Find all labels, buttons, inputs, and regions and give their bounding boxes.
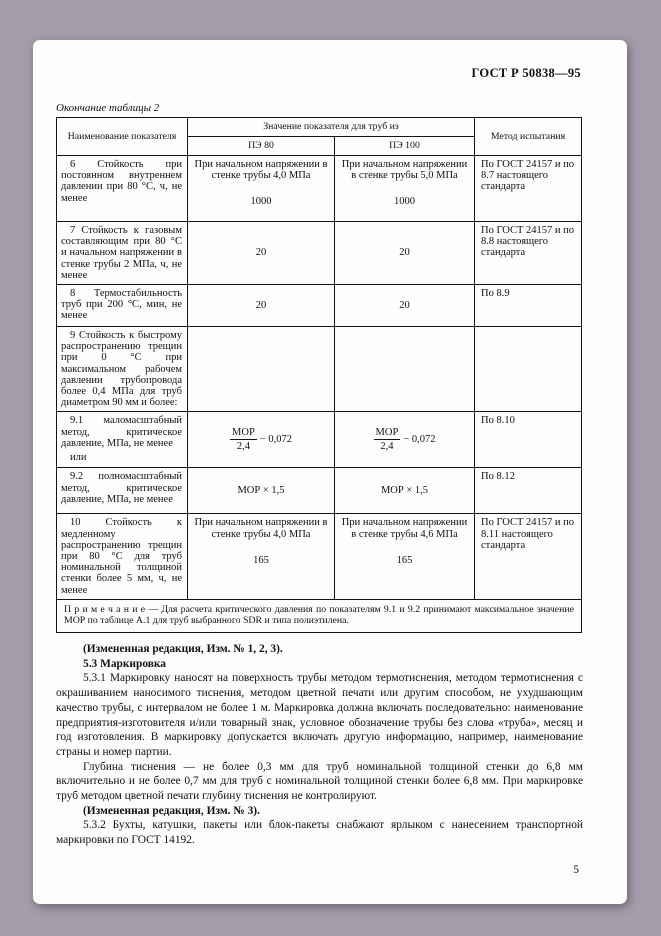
- table-row-9: [57, 327, 582, 412]
- cell-pe100: [335, 514, 475, 599]
- note-text: — Для расчета критического давления по показателям 9.1 и 9.2 принимают максимальное значение МОР по таблице А.1 для труб выбранного SDR и типа полиэтилена.: [64, 603, 574, 627]
- cell-indicator-name: 6 Стойкость при постоянном внутреннем давлении при 80 °С, ч, не менее: [57, 156, 188, 222]
- cell-test-method: По 8.10: [475, 412, 582, 468]
- cell-test-method: По ГОСТ 24157 и по 8.7 настоящего стандарта: [475, 156, 582, 222]
- page-number: 5: [573, 864, 579, 876]
- cell-condition-text: При начальном напряжении в стенке трубы 5,0 МПа: [341, 159, 468, 182]
- cell-pe80: [188, 156, 335, 222]
- cell-condition-text: При начальном напряжении в стенке трубы 4,6 МПа: [341, 517, 468, 540]
- note-label: П р и м е ч а н и е: [64, 603, 146, 615]
- cell-indicator-name: 10 Стойкость к медленному распространению трещин при 80 °С для труб номинальной толщиной стенки более 5 мм, ч, не менее: [57, 514, 188, 599]
- table-row-6: [57, 156, 582, 222]
- cell-pe80: 20: [188, 285, 335, 327]
- cell-indicator-name: 8 Термостабильность труб при 200 °С, мин, не менее: [57, 285, 188, 327]
- cell-test-method: По 8.9: [475, 285, 582, 327]
- cell-pe100: 20: [335, 285, 475, 327]
- amendment-note-3: (Измененная редакция, Изм. № 3).: [83, 804, 260, 817]
- column-header-method: Метод испытания: [475, 118, 582, 156]
- column-header-pe100: ПЭ 100: [335, 137, 475, 156]
- table-row-10: [57, 514, 582, 599]
- critical-pressure-formula: $\frac{\text{МОР}}{2,4}$ − 0,072: [232, 427, 292, 453]
- critical-pressure-formula: $\frac{\text{МОР}}{2,4}$ − 0,072: [375, 427, 436, 453]
- cell-test-method: По ГОСТ 24157 и по 8.11 настоящего стандарта: [475, 514, 582, 599]
- table-caption: Окончание таблицы 2: [56, 102, 160, 114]
- paragraph-embossing-depth: Глубина тиснения — не более 0,3 мм для труб номинальной толщиной стенки до 6,8 мм включительно и не более 0,7 мм для труб с номинальной толщиной стенки более 6,8 мм. При маркировке труб методом цветной печати глубину тиснения не контролируют.: [56, 760, 583, 803]
- body-text: [56, 642, 583, 848]
- table-row-9-1: [57, 412, 582, 468]
- table-row-7: [57, 222, 582, 285]
- cell-test-method-empty: [475, 327, 582, 412]
- column-header-pe80: ПЭ 80: [188, 137, 335, 156]
- cell-value: 165: [396, 554, 413, 566]
- cell-pe80: [188, 412, 335, 468]
- cell-pe100-empty: [335, 327, 475, 412]
- cell-pe80: [188, 514, 335, 599]
- cell-pe100: 20: [335, 222, 475, 285]
- cell-pe80-empty: [188, 327, 335, 412]
- paragraph-5-3-1: 5.3.1 Маркировку наносят на поверхность трубы методом термотиснения, методом термотиснения с окрашиванием наносимого тиснения, методом цветной печати или другим способом, не ухудшающим качество трубы, с интервалом не более 1 м. Маркировка должна включать последовательно: наименование предприятия-изготовителя и/или товарный знак, условное обозначение трубы без слова «труба», месяц и год изготовления. В маркировку допускается включать другую информацию, например, наименование страны и номер партии.: [56, 672, 583, 758]
- cell-indicator-text: 9.1 маломасштабный метод, критическое давление, МПа, не менее: [61, 415, 182, 449]
- cell-indicator-name: 9 Стойкость к быстрому распространению трещин при 0 °С при максимальном рабочем давлении трубопровода более 0,4 МПа для труб диаметром 90 мм и более:: [57, 327, 188, 412]
- table-note: [57, 599, 582, 632]
- table-row-9-2: [57, 468, 582, 514]
- cell-or-label: или: [70, 452, 87, 464]
- table-header-row: [57, 118, 582, 137]
- cell-pe80: 20: [188, 222, 335, 285]
- cell-test-method: По ГОСТ 24157 и по 8.8 настоящего стандарта: [475, 222, 582, 285]
- cell-indicator-name: 7 Стойкость к газовым составляющим при 80 °С и начальном напряжении в стенке трубы 2 МПа, ч, не менее: [57, 222, 188, 285]
- cell-condition-text: При начальном напряжении в стенке трубы 4,0 МПа: [194, 159, 328, 182]
- document-page: [33, 40, 627, 904]
- page-content: [33, 40, 627, 848]
- amendment-note-123: (Измененная редакция, Изм. № 1, 2, 3).: [83, 643, 283, 656]
- cell-value: 1000: [250, 196, 272, 208]
- cell-indicator-name: [57, 412, 188, 468]
- cell-condition-text: При начальном напряжении в стенке трубы 4,0 МПа: [194, 517, 328, 540]
- cell-pe80: МОР × 1,5: [188, 468, 335, 514]
- cell-value: 1000: [394, 196, 415, 208]
- cell-pe100: МОР × 1,5: [335, 468, 475, 514]
- cell-pe100: [335, 156, 475, 222]
- cell-value: 165: [253, 554, 269, 566]
- cell-test-method: По 8.12: [475, 468, 582, 514]
- table-row-8: [57, 285, 582, 327]
- table-note-row: [57, 599, 582, 632]
- table-2-continuation: [56, 117, 582, 633]
- paragraph-5-3-2: 5.3.2 Бухты, катушки, пакеты или блок-пакеты снабжают ярлыком с нанесением транспортной маркировки по ГОСТ 14192.: [56, 819, 583, 847]
- column-header-name: Наименование показателя: [57, 118, 188, 156]
- column-group-header-value: Значение показателя для труб из: [188, 118, 475, 137]
- cell-pe100: [335, 412, 475, 468]
- section-heading-5-3: 5.3 Маркировка: [83, 657, 166, 670]
- cell-indicator-name: 9.2 полномасштабный метод, критическое давление, МПа, не менее: [57, 468, 188, 514]
- standard-reference: ГОСТ Р 50838—95: [471, 66, 581, 80]
